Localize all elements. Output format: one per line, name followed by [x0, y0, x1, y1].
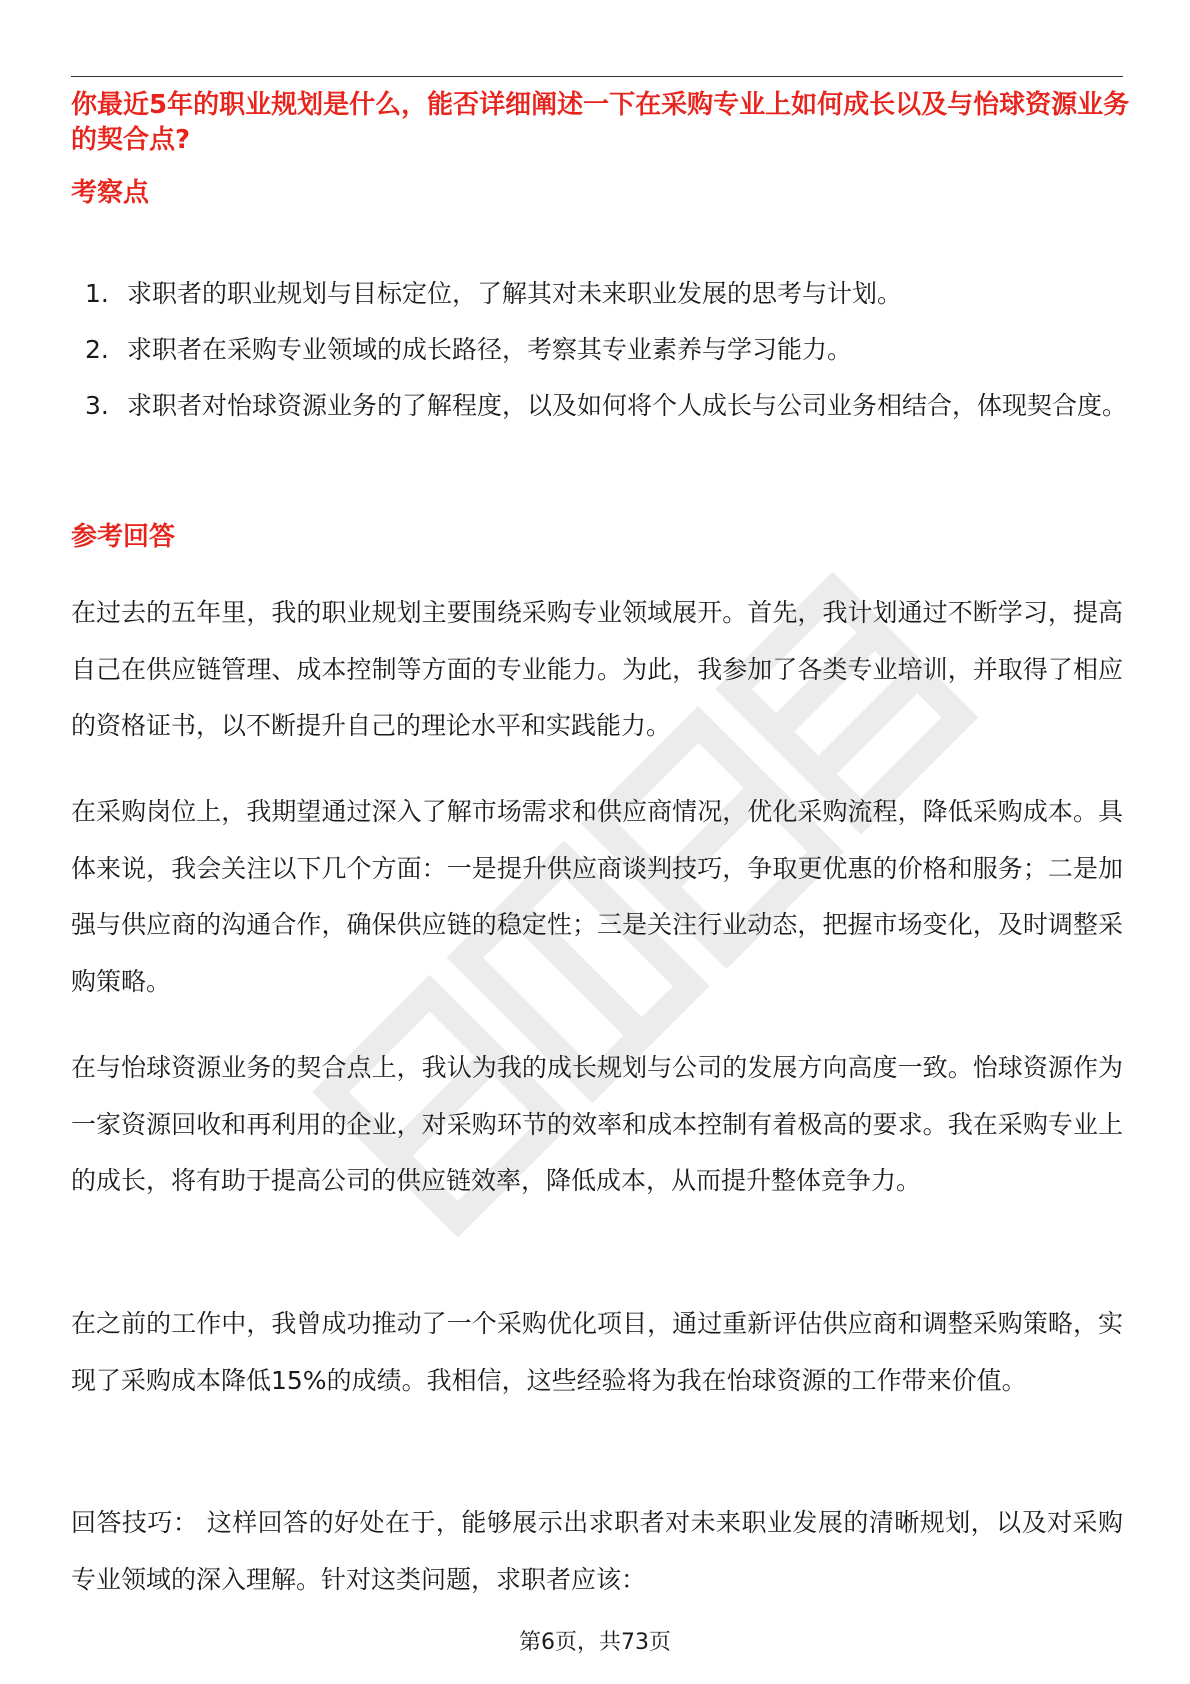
- list-number: 1.: [85, 279, 109, 308]
- list-text: 求职者对怡球资源业务的了解程度，以及如何将个人成长与公司业务相结合，体现契合度。: [127, 391, 1128, 420]
- list-item: [71, 378, 1131, 434]
- answer-paragraph-3: 在与怡球资源业务的契合点上，我认为我的成长规划与公司的发展方向高度一致。怡球资源作为一家资源回收和再利用的企业，对采购环节的效率和成本控制有着极高的要求。我在采购专业上的成长，将有助于提高公司的供应链效率，降低成本，从而提升整体竞争力。: [71, 1053, 1123, 1195]
- answer-heading: 参考回答: [71, 522, 176, 552]
- points-heading: 考察点: [71, 178, 150, 208]
- points-list: [71, 266, 1131, 434]
- tips-paragraph: 回答技巧： 这样回答的好处在于，能够展示出求职者对未来职业发展的清晰规划，以及对采购专业领域的深入理解。针对这类问题，求职者应该：: [71, 1508, 1123, 1594]
- list-item: [71, 322, 1131, 378]
- question-title: 你最近5年的职业规划是什么，能否详细阐述一下在采购专业上如何成长以及与怡球资源业务的契合点?: [71, 90, 1130, 155]
- page-number: 第6页，共73页: [519, 1630, 671, 1655]
- answer-paragraph-4: 在之前的工作中，我曾成功推动了一个采购优化项目，通过重新评估供应商和调整采购策略，实现了采购成本降低15%的成绩。我相信，这些经验将为我在怡球资源的工作带来价值。: [71, 1309, 1123, 1395]
- list-text: 求职者的职业规划与目标定位，了解其对未来职业发展的思考与计划。: [127, 279, 903, 308]
- answer-paragraph-2: 在采购岗位上，我期望通过深入了解市场需求和供应商情况，优化采购流程，降低采购成本。具体来说，我会关注以下几个方面：一是提升供应商谈判技巧，争取更优惠的价格和服务；二是加强与供应商的沟通合作，确保供应链的稳定性；三是关注行业动态，把握市场变化，及时调整采购策略。: [71, 797, 1123, 996]
- list-text: 求职者在采购专业领域的成长路径，考察其专业素养与学习能力。: [127, 335, 853, 364]
- list-item: [71, 266, 1131, 322]
- list-number: 3.: [85, 391, 109, 420]
- top-rule: [71, 76, 1123, 77]
- answer-paragraph-1: 在过去的五年里，我的职业规划主要围绕采购专业领域展开。首先，我计划通过不断学习，提高自己在供应链管理、成本控制等方面的专业能力。为此，我参加了各类专业培训，并取得了相应的资格证书，以不断提升自己的理论水平和实践能力。: [71, 598, 1123, 740]
- list-number: 2.: [85, 335, 109, 364]
